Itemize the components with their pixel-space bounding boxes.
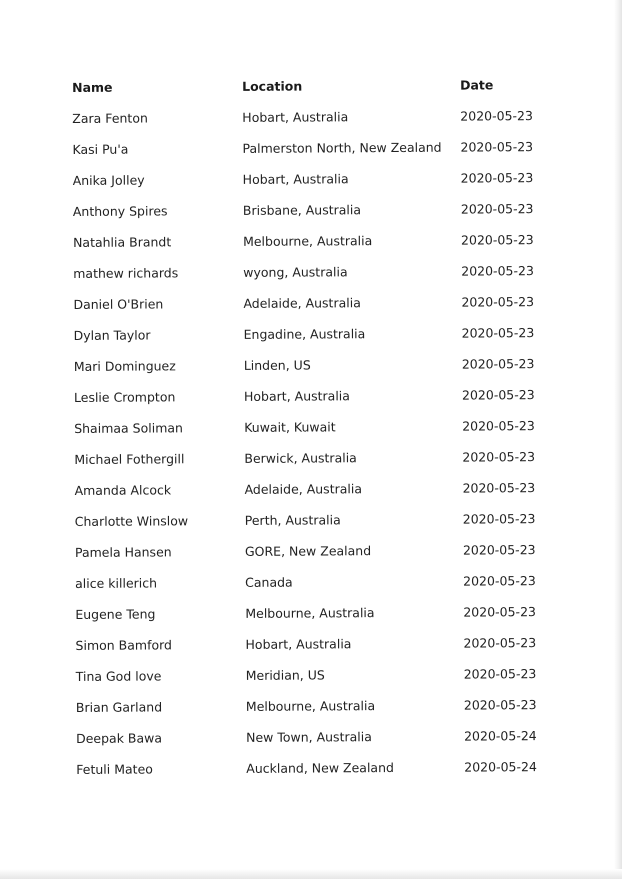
cell-date: 2020-05-23 [460,108,533,124]
cell-date: 2020-05-23 [461,387,535,403]
cell-date: 2020-05-23 [460,201,534,217]
cell-date: 2020-05-23 [461,356,535,372]
cell-date: 2020-05-23 [460,139,534,155]
cell-location: Berwick, Australia [244,450,357,466]
cell-date: 2020-05-23 [460,232,534,248]
table-header [64,69,540,103]
cell-name: Shaimaa Soliman [74,420,183,436]
cell-location: Hobart, Australia [242,171,349,187]
cell-name: Deepak Bawa [76,730,163,746]
cell-name: Daniel O'Brien [73,296,164,312]
cell-date: 2020-05-23 [462,449,536,465]
signup-table [64,69,544,785]
cell-name: Tina God love [75,668,162,684]
cell-date: 2020-05-23 [463,573,536,589]
cell-date: 2020-05-23 [463,635,537,651]
cell-location: Meridian, US [245,667,325,683]
cell-location: New Town, Australia [246,729,372,745]
page-edge-shadow-right [614,0,622,879]
table-row [66,472,542,506]
cell-date: 2020-05-23 [462,542,536,558]
table-row [67,627,543,661]
table-row [68,720,544,754]
cell-name: Kasi Pu'a [72,141,129,157]
table-row [65,162,541,196]
cell-name: Eugene Teng [75,606,156,622]
cell-date: 2020-05-23 [462,418,535,434]
cell-location: Adelaide, Australia [243,295,361,311]
cell-location: Hobart, Australia [242,109,349,125]
cell-name: Dylan Taylor [73,327,151,343]
table-row [65,255,541,289]
cell-location: Auckland, New Zealand [246,759,394,776]
cell-name: Zara Fenton [72,110,148,126]
table-row [66,317,542,351]
cell-name: Charlotte Winslow [74,513,189,529]
cell-name: Anthony Spires [72,203,168,219]
cell-location: Melbourne, Australia [245,605,375,621]
cell-location: Melbourne, Australia [242,233,373,249]
cell-name: Brian Garland [75,699,163,715]
cell-date: 2020-05-23 [461,325,535,341]
cell-name: Simon Bamford [75,637,173,653]
cell-name: Michael Fothergill [74,451,185,467]
cell-name: Natahlia Brandt [72,234,172,250]
table-body [64,100,544,785]
table-row [67,596,543,630]
cell-date: 2020-05-23 [462,511,536,527]
cell-date: 2020-05-23 [462,480,536,496]
cell-date: 2020-05-23 [461,294,535,310]
cell-date: 2020-05-23 [463,697,537,713]
table-row [66,441,542,475]
cell-name: Fetuli Mateo [76,761,153,777]
cell-location: Engadine, Australia [243,326,366,342]
table-row [65,193,541,227]
cell-date: 2020-05-23 [463,666,537,682]
table-row [67,503,543,537]
cell-date: 2020-05-23 [463,604,537,620]
table-row [67,565,543,599]
cell-location: GORE, New Zealand [244,543,372,559]
cell-date: 2020-05-23 [461,263,534,279]
cell-name: mathew richards [73,265,179,281]
cell-location: Canada [245,574,293,590]
table-row [66,379,542,413]
cell-location: Brisbane, Australia [242,202,362,218]
header-name: Name [72,79,113,95]
cell-name: Mari Dominguez [73,358,176,374]
table-row [65,224,541,258]
table-row [67,534,543,568]
cell-name: Amanda Alcock [74,482,172,498]
cell-name: Pamela Hansen [74,544,172,560]
cell-date: 2020-05-24 [464,759,537,775]
cell-location: Hobart, Australia [245,636,352,652]
cell-location: Palmerston North, New Zealand [242,139,442,156]
header-location: Location [242,78,303,94]
header-date: Date [460,77,494,93]
table-row [68,751,544,785]
header-row [64,69,540,103]
cell-location: wyong, Australia [243,264,348,280]
cell-location: Kuwait, Kuwait [244,419,336,435]
cell-name: alice killerich [75,575,158,591]
page-edge-shadow-bottom [0,869,622,879]
cell-location: Hobart, Australia [243,388,350,404]
cell-date: 2020-05-24 [464,728,537,744]
cell-date: 2020-05-23 [460,170,534,186]
table-row [66,348,542,382]
table-row [66,410,542,444]
table-row [68,658,544,692]
cell-location: Adelaide, Australia [244,481,363,497]
cell-location: Linden, US [243,357,311,373]
cell-location: Perth, Australia [244,512,341,528]
cell-location: Melbourne, Australia [245,698,376,714]
cell-name: Anika Jolley [72,172,145,188]
table-row [65,286,541,320]
table-row [64,100,540,134]
table-row [64,131,540,165]
cell-name: Leslie Crompton [73,389,176,405]
table-row [68,689,544,723]
